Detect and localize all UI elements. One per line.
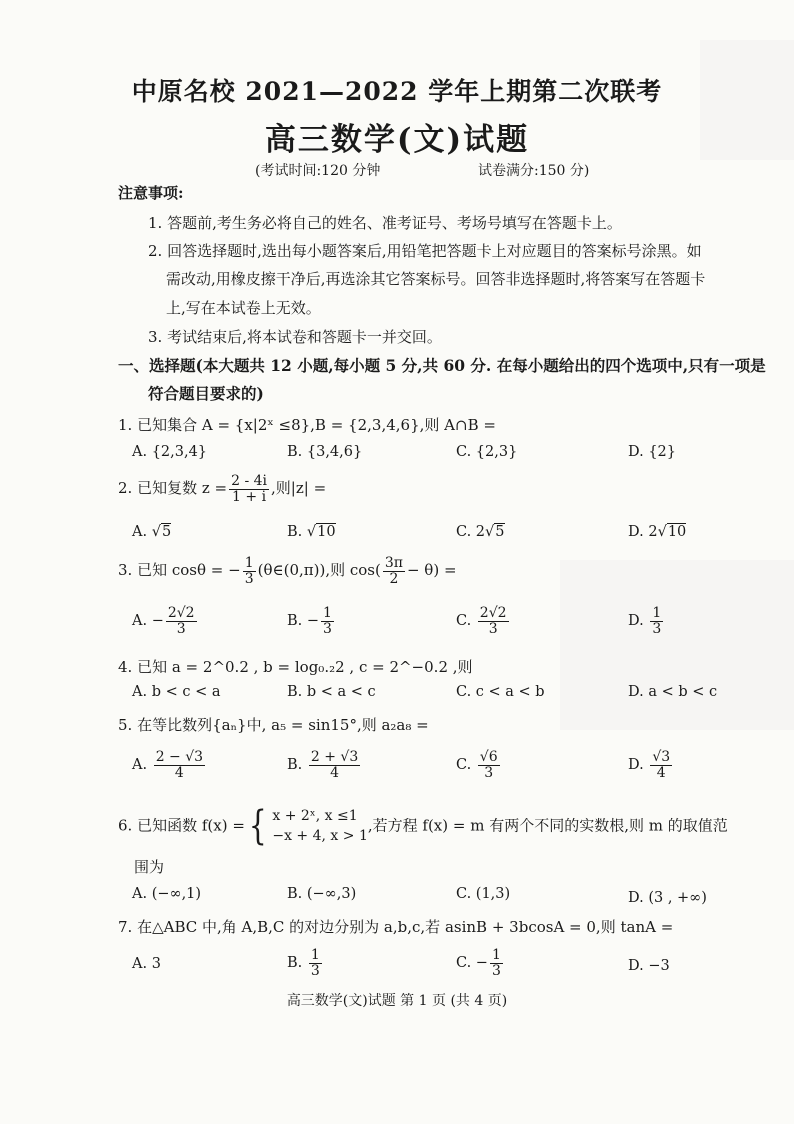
q6-option-b: B. (−∞,3) (287, 886, 357, 902)
q6-stem-pre: 6. 已知函数 f(x) = (118, 816, 245, 835)
page-footer: 高三数学(文)试题 第 1 页 (共 4 页) (286, 993, 508, 1009)
question-5-stem: 5. 在等比数列{aₙ}中, a₅ = sin15°,则 a₂a₈ = (118, 716, 429, 734)
q3-numerator-1: 1 (244, 555, 254, 571)
q3-stem-post: − θ) = (406, 561, 457, 580)
q7-option-b-den: 3 (310, 962, 320, 979)
q5-option-a-fraction (154, 750, 205, 780)
q3-option-a-num: 2√2 (167, 605, 195, 621)
q5-option-a (132, 750, 207, 780)
q7-option-c-den: 3 (491, 962, 501, 979)
q3-option-c-num: 2√2 (479, 605, 507, 621)
q2-denominator: 1 + i (232, 488, 267, 505)
q3-option-b-den: 3 (323, 620, 332, 637)
q3-numerator-2: 3π (384, 555, 403, 571)
q2-numerator: 2 - 4i (231, 473, 268, 489)
question-1-stem: 1. 已知集合 A = {x|2ˣ ≤8},B = {2,3,4,6},则 A∩B = (118, 416, 496, 434)
q3-fraction-2 (383, 556, 405, 586)
question-6-stem-cont: 围为 (134, 858, 165, 876)
q2-stem-pre: 2. 已知复数 z = (118, 479, 228, 498)
question-3-stem (118, 556, 457, 586)
q6-option-c: C. (1,3) (456, 886, 511, 902)
q3-option-d-den: 3 (652, 620, 662, 637)
q2-option-d-label: D. 2 (628, 524, 658, 540)
q3-option-c (456, 606, 511, 636)
full-score: 试卷满分:150 分) (478, 163, 590, 179)
q3-denominator-1: 3 (244, 570, 254, 587)
q3-option-b-num: 1 (323, 605, 332, 621)
q5-option-a-den: 4 (174, 764, 184, 781)
q6-option-a: A. (−∞,1) (132, 886, 202, 902)
note-item: 3. 考试结束后,将本试卷和答题卡一并交回。 (148, 328, 442, 346)
q3-option-a-den: 3 (176, 620, 186, 637)
piecewise-brace: { (248, 803, 267, 850)
q5-option-b-num: 2 + √3 (310, 749, 359, 765)
q7-option-b-fraction (309, 948, 322, 978)
q3-option-d-label: D. (628, 613, 649, 630)
q5-option-b-den: 4 (330, 764, 340, 781)
q3-option-d (628, 606, 665, 636)
q7-option-b (287, 948, 324, 978)
q7-option-b-num: 1 (310, 947, 320, 963)
q6-piece-2: −x + 4, x > 1 (272, 828, 368, 845)
q3-stem-mid: (θ∈(0,π)),则 cos( (257, 561, 381, 580)
q5-option-d-label: D. (628, 757, 649, 774)
q4-option-b: B. b < a < c (287, 684, 376, 700)
q3-fraction-1 (243, 556, 256, 586)
section-heading: 一、选择题(本大题共 12 小题,每小题 5 分,共 60 分. 在每小题给出的四个选项中,只有一项是 (118, 356, 766, 375)
q7-option-c-fraction (490, 948, 503, 978)
q7-option-d: D. −3 (628, 958, 670, 974)
q2-option-c-radicand: 5 (495, 524, 505, 540)
q6-stem-post: ,若方程 f(x) = m 有两个不同的实数根,则 m 的取值范 (367, 816, 728, 835)
note-item: 上,写在本试卷上无效。 (166, 299, 321, 317)
q5-option-b-fraction (309, 750, 360, 780)
q5-option-c-den: 3 (484, 764, 494, 781)
q6-piecewise (272, 806, 368, 847)
q6-option-d: D. (3 , +∞) (628, 890, 707, 906)
q6-piece-1: x + 2ˣ, x ≤1 (272, 808, 358, 824)
q3-option-a-fraction (166, 606, 197, 636)
q1-option-c: C. {2,3} (456, 444, 518, 460)
q5-option-a-label: A. (132, 757, 152, 774)
question-4-stem: 4. 已知 a = 2^0.2 , b = log₀.₂2 , c = 2^−0.2 ,则 (118, 658, 473, 676)
note-item: 1. 答题前,考生务必将自己的姓名、准考证号、考场号填写在答题卡上。 (148, 214, 622, 232)
question-7-stem: 7. 在△ABC 中,角 A,B,C 的对边分别为 a,b,c,若 asinB + 3bcosA = 0,则 tanA = (118, 918, 674, 936)
q5-option-a-num: 2 − √3 (155, 749, 204, 765)
exam-time: (考试时间:120 分钟 (255, 163, 381, 179)
q5-option-c-label: C. (456, 757, 476, 774)
q7-option-c-label: C. − (456, 955, 488, 972)
q3-option-d-num: 1 (652, 605, 662, 621)
q4-option-d: D. a < b < c (628, 684, 718, 700)
q2-option-b-label: B. (287, 524, 307, 540)
q3-stem-pre: 3. 已知 cosθ = − (118, 561, 241, 580)
q3-option-a-label: A. − (132, 613, 164, 630)
q4-option-c: C. c < a < b (456, 684, 545, 700)
q2-option-c-label: C. 2 (456, 524, 486, 540)
q5-option-c-fraction (478, 750, 500, 780)
q5-option-b (287, 750, 362, 780)
note-item: 需改动,用橡皮擦干净后,再选涂其它答案标号。回答非选择题时,将答案写在答题卡 (166, 270, 706, 288)
q5-option-d-num: √3 (652, 749, 671, 765)
q3-denominator-2: 2 (389, 570, 399, 587)
note-item: 2. 回答选择题时,选出每小题答案后,用铅笔把答题卡上对应题目的答案标号涂黑。如 (148, 242, 702, 260)
q2-option-c: C. 2√5 (456, 524, 505, 540)
q1-option-b: B. {3,4,6} (287, 444, 363, 460)
q2-option-b: B. √10 (287, 524, 336, 540)
q2-option-a-label: A. (132, 524, 152, 540)
q5-option-b-label: B. (287, 757, 307, 774)
q3-option-a (132, 606, 199, 636)
q5-option-d (628, 750, 674, 780)
q1-option-a: A. {2,3,4} (132, 444, 208, 460)
bleed-through-area (560, 560, 794, 730)
q7-option-c (456, 948, 505, 978)
question-2-stem (118, 474, 326, 504)
q5-option-c-num: √6 (479, 749, 498, 765)
q2-option-a-radicand: 5 (161, 524, 172, 540)
q5-option-d-fraction (650, 750, 672, 780)
q2-option-d: D. 2√10 (628, 524, 687, 540)
q3-option-c-den: 3 (488, 620, 498, 637)
exam-header-title: 中原名校 2021—2022 学年上期第二次联考 (131, 77, 663, 106)
notes-heading: 注意事项: (118, 184, 184, 202)
q3-option-b-fraction (321, 606, 334, 636)
q2-option-a: A. √5 (132, 524, 172, 540)
q4-option-a: A. b < c < a (132, 684, 221, 700)
q7-option-a: A. 3 (132, 956, 161, 972)
q3-option-b (287, 606, 336, 636)
q5-option-c (456, 750, 502, 780)
q2-stem-post: ,则|z| = (271, 479, 327, 498)
q7-option-c-num: 1 (491, 947, 501, 963)
q2-option-b-radicand: 10 (317, 524, 336, 540)
q7-option-b-label: B. (287, 955, 307, 972)
q1-option-d: D. {2} (628, 444, 677, 460)
q3-option-d-fraction (650, 606, 663, 636)
exam-subject-title: 高三数学(文)试题 (264, 122, 530, 158)
q3-option-c-fraction (478, 606, 509, 636)
q3-option-c-label: C. (456, 613, 476, 630)
q3-option-b-label: B. − (287, 613, 320, 630)
q5-option-d-den: 4 (656, 764, 666, 781)
q2-option-d-radicand: 10 (667, 524, 687, 540)
question-6-stem (118, 803, 728, 850)
q2-fraction (229, 474, 269, 504)
section-heading-cont: 符合题目要求的) (148, 384, 264, 403)
